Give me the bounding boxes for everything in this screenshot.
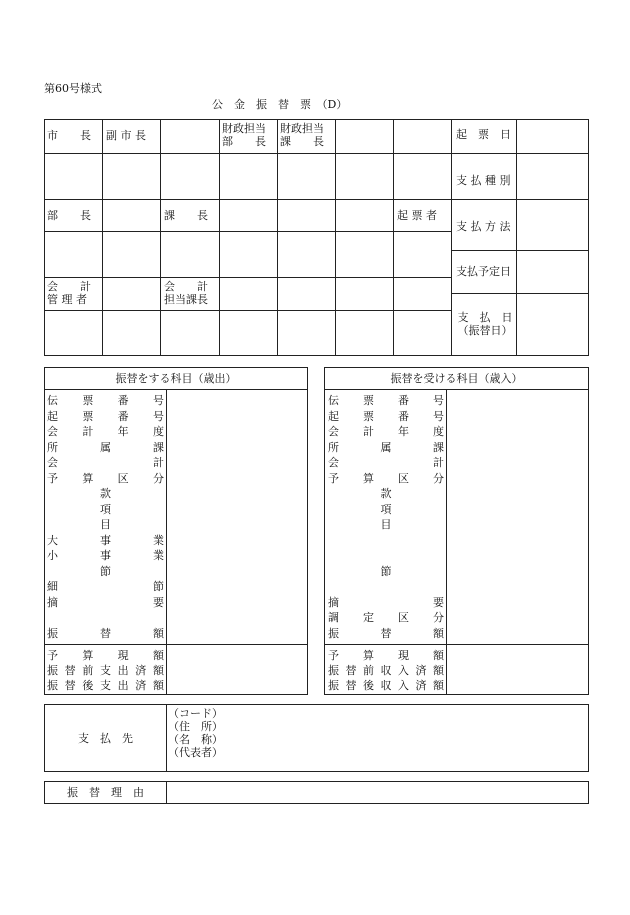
item-row: 伝 票 番 号 <box>47 394 164 407</box>
form-title: 公 金 振 替 票 （D） <box>212 98 348 111</box>
item-row: 振 替 後 支 出 済 額 <box>47 679 164 692</box>
item-row <box>328 548 444 564</box>
label-payment-type: 支 払 種 別 <box>456 174 511 187</box>
label-finance-chief: 財政担当 課 長 <box>280 122 324 148</box>
left-panel-heading: 振替をする科目（歳出） <box>115 372 237 385</box>
item-row: 予 算 現 額 <box>328 649 444 662</box>
item-row: 細 節 <box>47 580 164 593</box>
label-payment-scheduled: 支払予定日 <box>456 265 511 278</box>
payee-lines <box>168 707 223 759</box>
item-row: 振 替 前 収 入 済 額 <box>328 664 444 677</box>
item-row: 所 属 課 <box>328 440 444 454</box>
item-row: 起 票 番 号 <box>328 409 444 423</box>
item-row <box>328 579 444 595</box>
label-accounting-manager: 会 計 管 理 者 <box>47 280 91 306</box>
item-row: 予 算 区 分 <box>328 471 444 485</box>
item-row: 摘 要 <box>328 595 444 609</box>
item-row: 起 票 番 号 <box>47 409 164 423</box>
label-vice-mayor: 副 市 長 <box>106 129 146 142</box>
item-row: 振 替 前 支 出 済 額 <box>47 664 164 677</box>
reason-label: 振 替 理 由 <box>67 786 144 799</box>
payee-code: （コード） <box>168 707 223 720</box>
label-payment-method: 支 払 方 法 <box>456 220 511 233</box>
item-row: 予 算 現 額 <box>47 649 164 662</box>
form-number: 第60号様式 <box>44 82 102 95</box>
item-row: 会 計 年 度 <box>47 425 164 438</box>
item-row: 振 替 額 <box>47 626 164 640</box>
item-row <box>47 610 164 626</box>
item-row: 款 <box>380 487 392 500</box>
item-row: 小 事 業 <box>47 549 164 562</box>
item-row: 大 事 業 <box>47 533 164 547</box>
right-items <box>328 393 444 641</box>
item-row: 予 算 区 分 <box>47 471 164 485</box>
label-accounting-chief: 会 計 担当課長 <box>164 280 208 306</box>
payee-label: 支 払 先 <box>78 732 133 745</box>
item-row: 会 計 <box>328 456 444 469</box>
item-row <box>328 533 444 549</box>
item-row: 会 計 <box>47 456 164 469</box>
item-row: 振 替 額 <box>328 626 444 640</box>
label-finance-director: 財政担当 部 長 <box>222 122 266 148</box>
payee-address: （住 所） <box>168 720 223 733</box>
item-row: 項 <box>100 502 111 516</box>
label-department-head: 部 長 <box>47 209 91 222</box>
left-items <box>47 393 164 641</box>
item-row: 目 <box>380 518 392 531</box>
item-row: 所 属 課 <box>47 440 164 454</box>
payee-name: （名 称） <box>168 733 223 746</box>
label-mayor: 市 長 <box>47 129 91 142</box>
label-section-head: 課 長 <box>164 209 208 222</box>
payee-representative: （代表者） <box>168 746 223 759</box>
item-row: 目 <box>100 518 111 531</box>
label-drafter: 起 票 者 <box>397 209 437 222</box>
item-row: 款 <box>100 487 111 500</box>
label-payment-date: 支 払 日 （振替日） <box>457 311 513 337</box>
item-row: 項 <box>380 502 392 516</box>
left-totals <box>47 648 164 693</box>
item-row: 振 替 後 収 入 済 額 <box>328 679 444 692</box>
item-row: 会 計 年 度 <box>328 425 444 438</box>
label-kihyo-date: 起 票 日 <box>456 128 511 141</box>
item-row: 摘 要 <box>47 595 164 609</box>
item-row: 節 <box>100 564 111 578</box>
right-panel-heading: 振替を受ける科目（歳入） <box>390 372 523 385</box>
item-row: 伝 票 番 号 <box>328 394 444 407</box>
item-row: 調 定 区 分 <box>328 611 444 624</box>
right-totals <box>328 648 444 693</box>
item-row: 節 <box>380 564 392 578</box>
